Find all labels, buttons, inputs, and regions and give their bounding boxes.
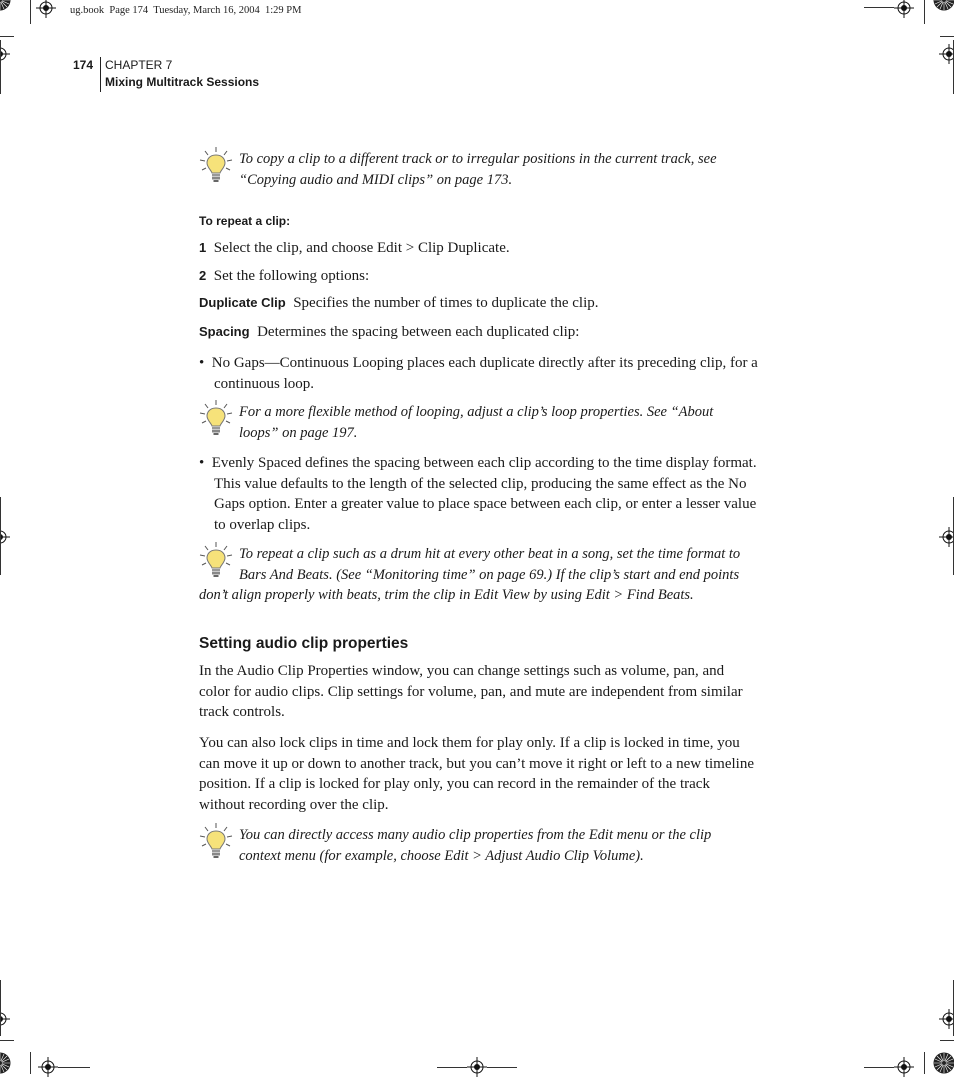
step-item [199, 238, 755, 259]
crop-mark [924, 0, 925, 24]
body-paragraph: You can also lock clips in time and lock them for play only. If a clip is locked in time, you can move it up or down to another track, but you can’t move it right or left to a new timeline position. If a clip is locked for play only, you can record in the remainder of the track without recording over the clip. [199, 735, 754, 813]
crop-mark [940, 36, 954, 37]
option-term: Spacing [199, 324, 250, 339]
crop-mark [0, 40, 1, 94]
crop-mark [437, 1067, 467, 1068]
header-divider [100, 57, 101, 92]
crop-mark [924, 1052, 925, 1074]
lightbulb-icon [199, 146, 233, 184]
color-bar-icon [933, 0, 954, 11]
color-bar-icon [933, 1052, 954, 1074]
tip-note [199, 402, 755, 443]
tip-note [199, 544, 755, 606]
bullet-text: Evenly Spaced defines the spacing between each clip according to the time display format. This value defaults to the length of the selected clip, producing the same effect as the No Gaps option. Enter a greater value to place space between each clip, or enter a lesser value to overlap clips. [211, 455, 757, 533]
step-item [199, 266, 755, 287]
tip-note [199, 149, 755, 190]
registration-mark-icon [36, 0, 56, 18]
crop-mark [864, 1067, 894, 1068]
registration-mark-icon [0, 527, 10, 547]
crop-mark [940, 1040, 954, 1041]
crop-mark [30, 0, 31, 24]
step-text: Select the clip, and choose Edit > Clip Duplicate. [213, 240, 510, 256]
chapter-label: CHAPTER 7 [105, 58, 173, 72]
crop-mark [864, 7, 894, 8]
color-bar-icon [0, 0, 11, 11]
tip-note [199, 825, 755, 866]
page-number: 174 [73, 58, 94, 72]
bullet-mark: • [199, 455, 205, 471]
chapter-title: Mixing Multitrack Sessions [105, 75, 260, 89]
crop-mark [0, 497, 1, 575]
lightbulb-icon [199, 399, 233, 437]
tip-text: You can directly access many audio clip properties from the Edit menu or the clip context menu (for example, choose Edit > Adjust Audio Clip Volume). [239, 827, 712, 864]
registration-mark-icon [894, 1057, 914, 1077]
registration-mark-icon [467, 1057, 487, 1077]
bullet-mark: • [199, 355, 205, 371]
tip-text: To copy a clip to a different track or to irregular positions in the current track, see “Copying audio and MIDI clips” on page 173. [239, 151, 717, 188]
registration-mark-icon [894, 0, 914, 18]
list-item [199, 453, 770, 535]
step-number: 2 [199, 268, 207, 283]
registration-mark-icon [38, 1057, 58, 1077]
option-description: Specifies the number of times to duplicate the clip. [293, 295, 599, 311]
crop-mark [0, 36, 14, 37]
body-paragraph: In the Audio Clip Properties window, you can change settings such as volume, pan, and color for audio clips. Clip settings for volume, pan, and mute are independent from similar track controls. [199, 663, 743, 721]
option-term: Duplicate Clip [199, 295, 286, 310]
lightbulb-icon [199, 822, 233, 860]
section-heading: Setting audio clip properties [199, 635, 409, 652]
step-text: Set the following options: [213, 268, 370, 284]
registration-mark-icon [939, 527, 954, 547]
registration-mark-icon [939, 44, 954, 64]
registration-mark-icon [939, 1009, 954, 1029]
print-slug: ug.book Page 174 Tuesday, March 16, 2004 1:29 PM [70, 5, 302, 16]
step-number: 1 [199, 240, 207, 255]
option-item [199, 322, 755, 343]
registration-mark-icon [0, 44, 10, 64]
bullet-text: No Gaps—Continuous Looping places each duplicate directly after its preceding clip, for a continuous loop. [211, 355, 758, 392]
tip-text: To repeat a clip such as a drum hit at every other beat in a song, set the time format to Bars And Beats. (See “Monitoring time” on page 69.) If the clip’s start and end points don’t align properly with beats, trim the clip in Edit View by using Edit > Find Beats. [199, 546, 741, 604]
crop-mark [0, 1040, 14, 1041]
crop-mark [58, 1067, 90, 1068]
lightbulb-icon [199, 541, 233, 579]
option-description: Determines the spacing between each duplicated clip: [257, 324, 580, 340]
list-item [199, 353, 770, 394]
tip-text: For a more flexible method of looping, adjust a clip’s loop properties. See “About loops” on page 197. [239, 404, 714, 441]
crop-mark [0, 980, 1, 1036]
option-item [199, 293, 755, 314]
registration-mark-icon [0, 1009, 10, 1029]
crop-mark [30, 1052, 31, 1074]
crop-mark [487, 1067, 517, 1068]
procedure-title: To repeat a clip: [199, 214, 291, 228]
color-bar-icon [0, 1052, 11, 1074]
